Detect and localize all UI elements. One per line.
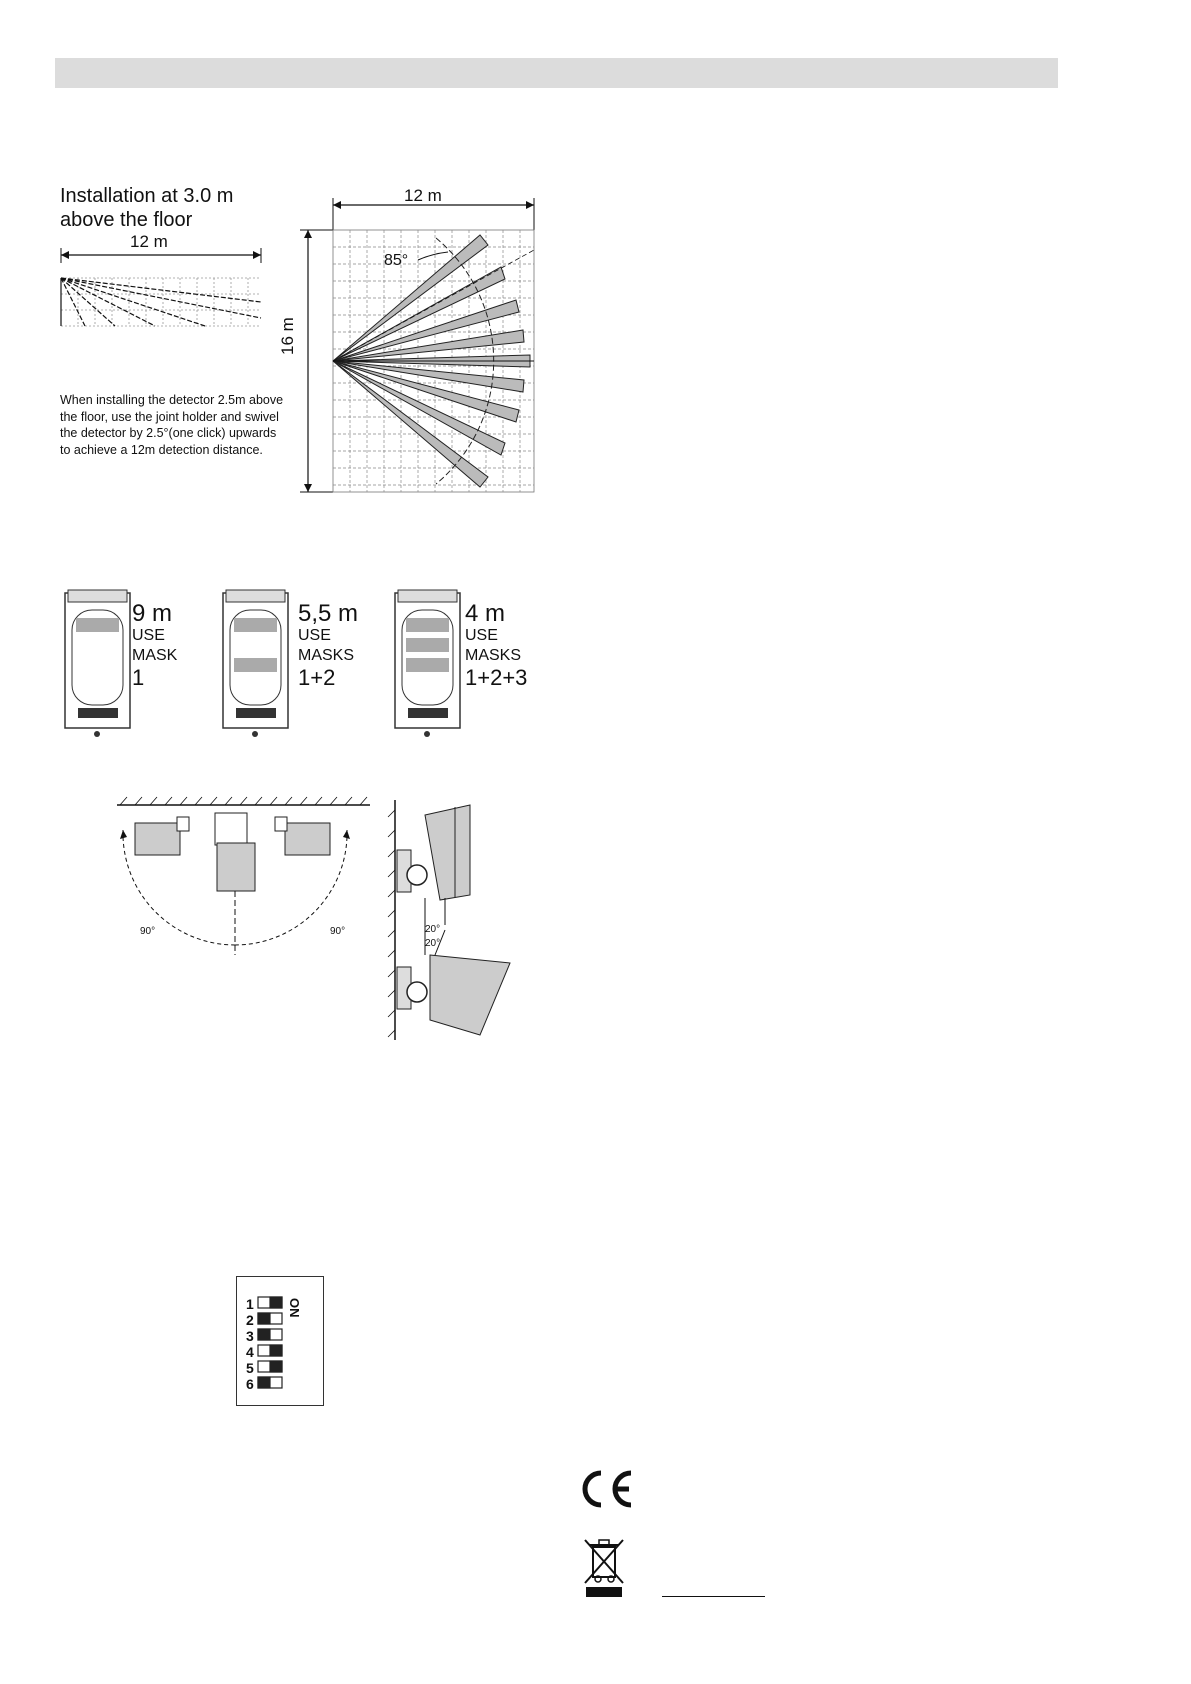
installation-note: When installing the detector 2.5m above the floor, use the joint holder and swivel the detector by 2.5°(one click) upwards to achieve a 12m detection distance.: [60, 393, 284, 457]
mask-label-1: MASK: [132, 647, 178, 664]
mask-label-2: MASKS: [298, 647, 355, 664]
dip-number-2: 2: [246, 1312, 254, 1328]
mask-use-2: USE: [298, 627, 331, 644]
title-line-2: above the floor: [60, 209, 193, 231]
detection-pattern-diagram: [278, 190, 548, 500]
ce-mark-icon: [577, 1468, 637, 1510]
mask-distance-2: 5,5 m: [298, 600, 359, 627]
dip-number-4: 4: [246, 1344, 254, 1360]
pattern-width-label: 12 m: [404, 186, 442, 205]
mask-value-3: 1+2+3: [465, 665, 528, 690]
mask-use-1: USE: [132, 627, 165, 644]
pattern-angle-label: 85°: [384, 252, 409, 269]
mount-angle-left: 90°: [140, 926, 156, 937]
mask-use-3: USE: [465, 627, 498, 644]
mask-detector-3: [390, 588, 465, 738]
installation-title: [60, 184, 233, 232]
mask-info-3: [465, 602, 527, 690]
mount-angle-right: 90°: [330, 926, 346, 937]
mask-info-1: [132, 602, 177, 690]
dip-number-3: 3: [246, 1328, 254, 1344]
title-line-1: Installation at 3.0 m: [60, 185, 234, 207]
ceiling-mount-diagram: [115, 795, 375, 975]
signature-line: [662, 1596, 765, 1597]
mask-value-2: 1+2: [298, 665, 336, 690]
dip-numbers: [246, 1296, 260, 1392]
mask-distance-3: 4 m: [465, 600, 506, 627]
dip-on-label: ON: [287, 1298, 302, 1318]
wall-mount-diagram: [385, 795, 525, 1045]
tilt-up-label: 20°: [425, 938, 441, 949]
dip-number-5: 5: [246, 1360, 254, 1376]
weee-bin-icon: [580, 1535, 630, 1599]
mask-value-1: 1: [132, 665, 145, 690]
side-width-label: 12 m: [130, 232, 168, 251]
mask-label-3: MASKS: [465, 647, 522, 664]
mask-info-2: [298, 602, 358, 690]
tilt-down-label: 20°: [425, 924, 441, 935]
header-band: [55, 58, 1058, 88]
dip-number-1: 1: [246, 1296, 254, 1312]
pattern-height-label: 16 m: [278, 317, 297, 355]
mask-distance-1: 9 m: [132, 600, 173, 627]
mask-detector-1: [60, 588, 135, 738]
mask-detector-2: [218, 588, 293, 738]
dip-number-6: 6: [246, 1376, 254, 1392]
